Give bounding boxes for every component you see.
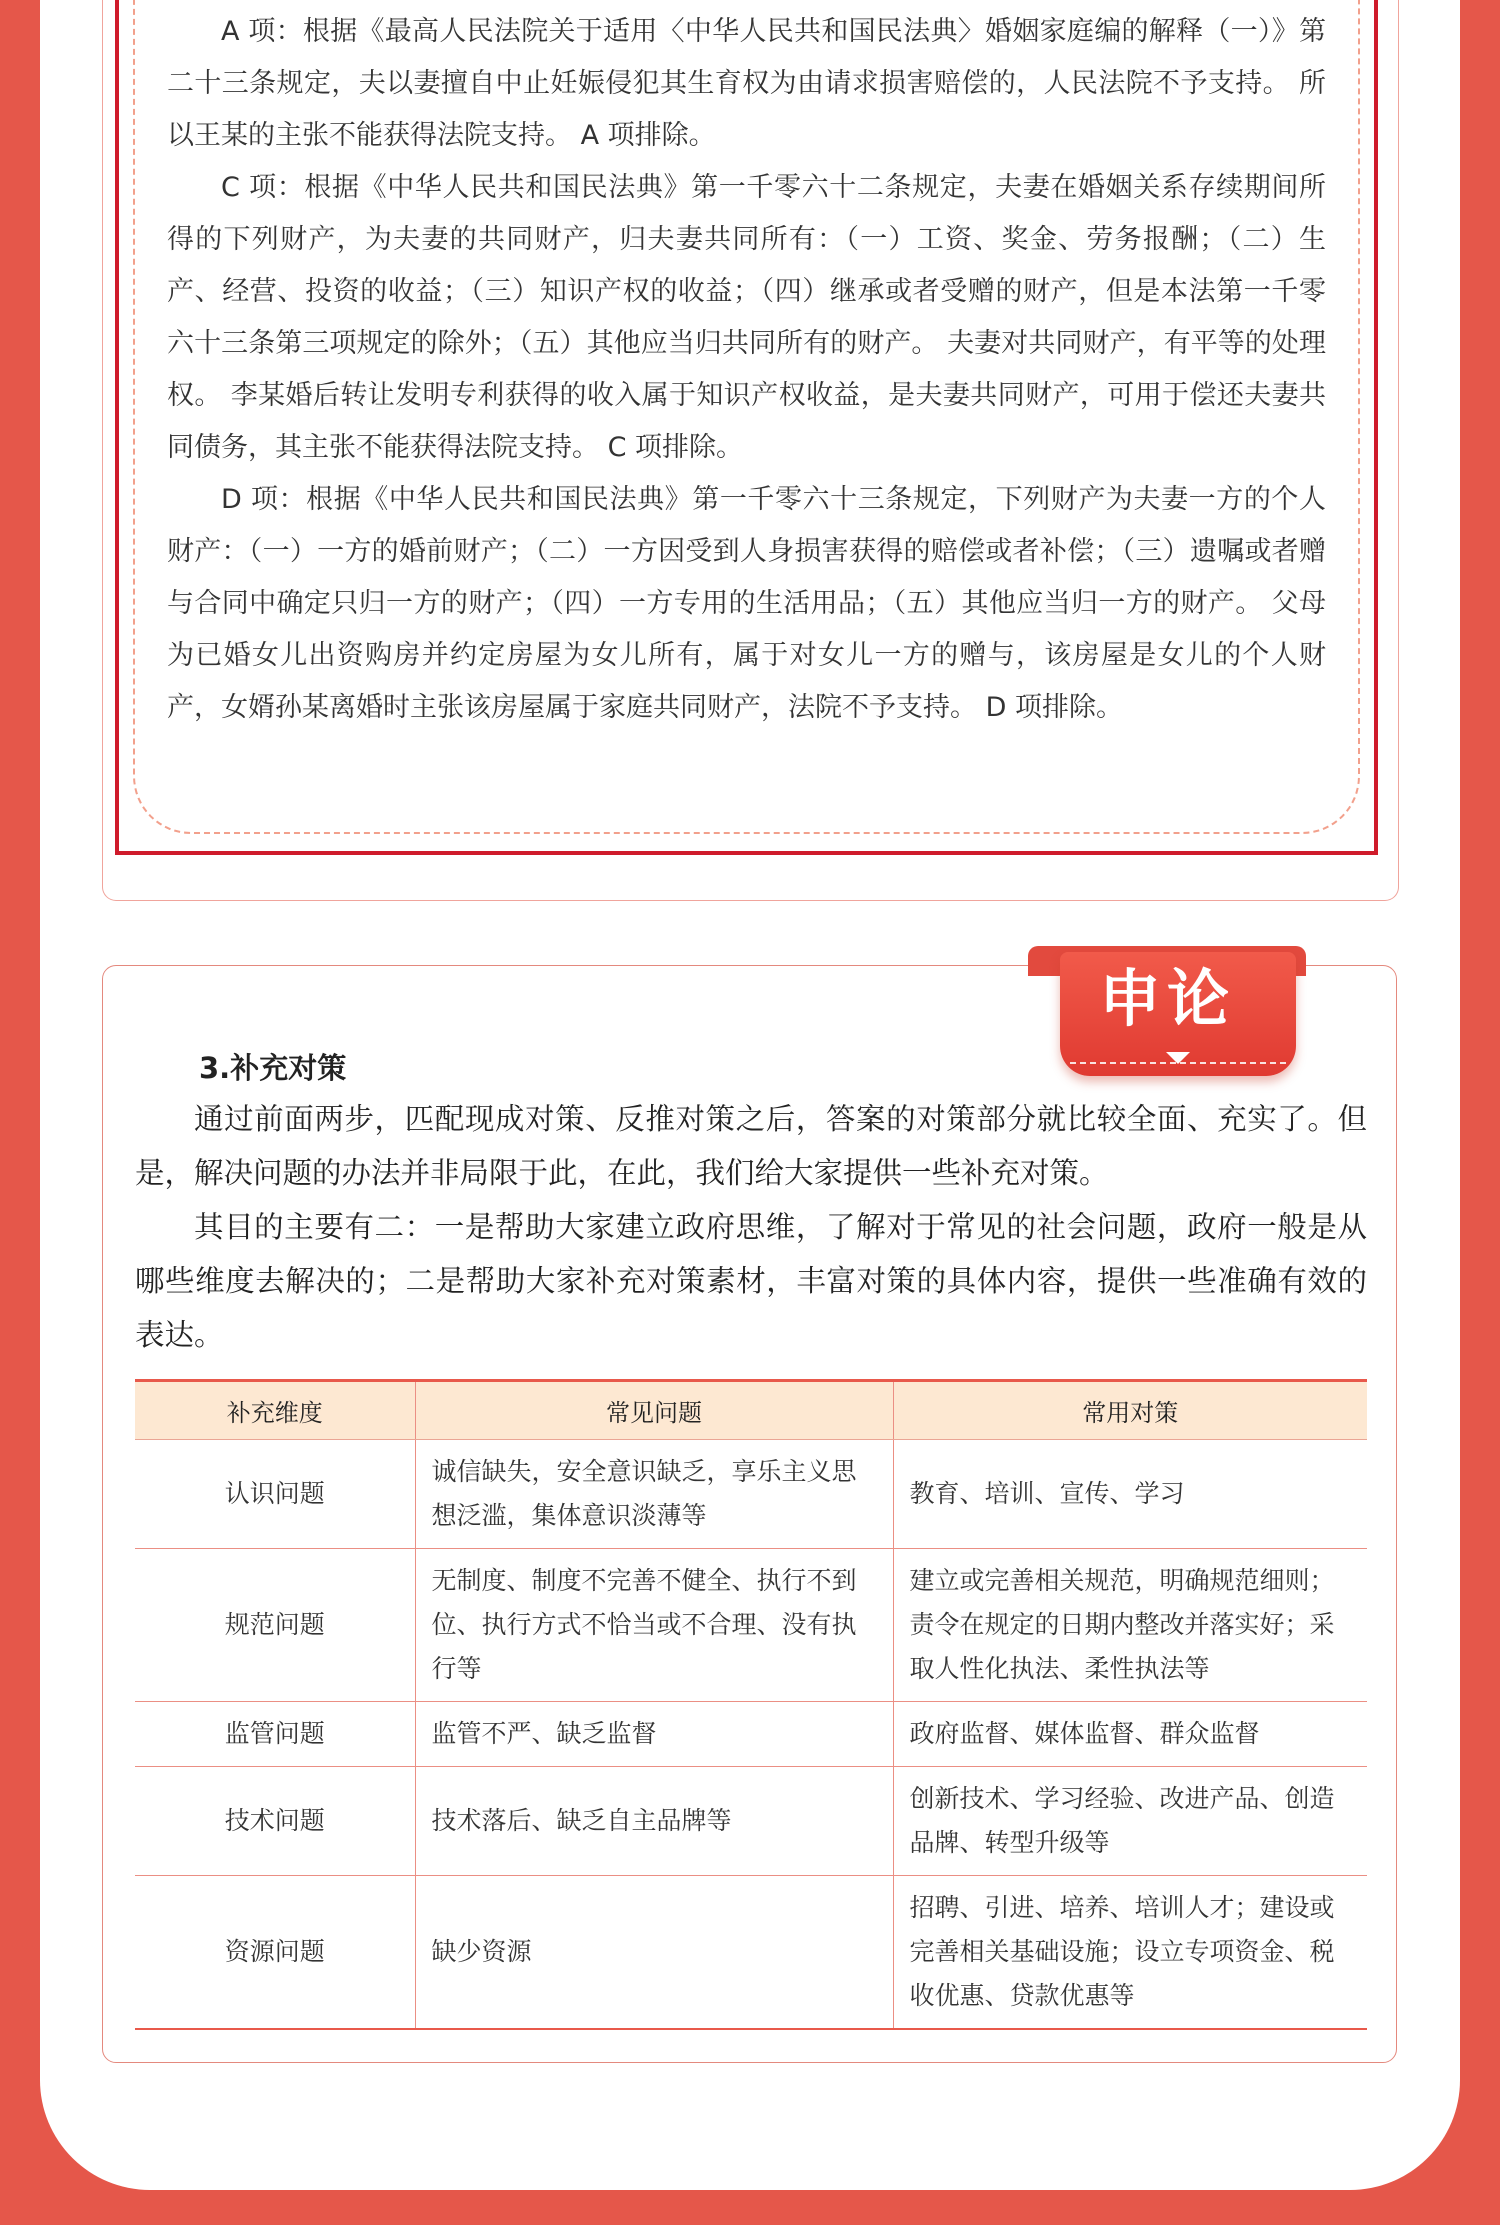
intro-paragraph-2: 其目的主要有二：一是帮助大家建立政府思维，了解对于常见的社会问题，政府一般是从哪些维度去解决的；二是帮助大家补充对策素材，丰富对策的具体内容，提供一些准确有效的表达。 (135, 1210, 1367, 1352)
table-row (135, 1440, 1367, 1549)
cell-dimension: 监管问题 (135, 1702, 415, 1767)
header-common-strategy: 常用对策 (893, 1381, 1367, 1440)
badge-label: 申论 (1098, 962, 1235, 1035)
header-dimension: 补充维度 (135, 1381, 415, 1440)
cell-dimension: 资源问题 (135, 1876, 415, 2030)
cell-problem: 无制度、制度不完善不健全、执行不到位、执行方式不恰当或不合理、没有执行等 (415, 1549, 893, 1702)
shenlun-panel (102, 962, 1397, 2063)
cell-problem: 监管不严、缺乏监督 (415, 1702, 893, 1767)
table-header-row (135, 1381, 1367, 1440)
cell-dimension: 认识问题 (135, 1440, 415, 1549)
table-row (135, 1767, 1367, 1876)
strategy-table (135, 1379, 1367, 2030)
cell-dimension: 规范问题 (135, 1549, 415, 1702)
table-row (135, 1702, 1367, 1767)
cell-dimension: 技术问题 (135, 1767, 415, 1876)
analysis-paragraph-a: A 项：根据《最高人民法院关于适用〈中华人民共和国民法典〉婚姻家庭编的解释（一）》第二十三条规定，夫以妻擅自中止妊娠侵犯其生育权为由请求损害赔偿的，人民法院不予支持。 所以王某的主张不能获得法院支持。 A 项排除。 (167, 16, 1326, 151)
cell-strategy: 招聘、引进、培养、培训人才；建设或完善相关基础设施；设立专项资金、税收优惠、贷款优惠等 (893, 1876, 1367, 2030)
cell-problem: 缺少资源 (415, 1876, 893, 2030)
cell-problem: 技术落后、缺乏自主品牌等 (415, 1767, 893, 1876)
analysis-paragraph-d: D 项：根据《中华人民共和国民法典》第一千零六十三条规定，下列财产为夫妻一方的个人财产：（一）一方的婚前财产；（二）一方因受到人身损害获得的赔偿或者补偿；（三）遗嘱或者赠与合同中确定只归一方的财产；（四）一方专用的生活用品；（五）其他应当归一方的财产。 父母为已婚女儿出资购房并约定房屋为女儿所有，属于对女儿一方的赠与，该房屋是女儿的个人财产，女婿孙某离婚时主张该房屋属于家庭共同财产，法院不予支持。 D 项排除。 (167, 484, 1326, 723)
intro-paragraph-1: 通过前面两步，匹配现成对策、反推对策之后，答案的对策部分就比较全面、充实了。但是，解决问题的办法并非局限于此，在此，我们给大家提供一些补充对策。 (135, 1102, 1367, 1190)
shenlun-badge (1038, 946, 1296, 1076)
cell-strategy: 创新技术、学习经验、改进产品、创造品牌、转型升级等 (893, 1767, 1367, 1876)
cell-strategy: 政府监督、媒体监督、群众监督 (893, 1702, 1367, 1767)
badge-notch (1166, 1052, 1190, 1064)
cell-strategy: 教育、培训、宣传、学习 (893, 1440, 1367, 1549)
table-row (135, 1876, 1367, 2030)
section-heading: 3.补充对策 (199, 1051, 347, 1085)
intro-text (135, 1092, 1367, 1362)
analysis-dashed-box (133, 0, 1360, 834)
analysis-red-frame (115, 0, 1378, 855)
page-sheet (40, 0, 1460, 2190)
cell-problem: 诚信缺失，安全意识缺乏，享乐主义思想泛滥，集体意识淡薄等 (415, 1440, 893, 1549)
table-row (135, 1549, 1367, 1702)
header-common-problem: 常见问题 (415, 1381, 893, 1440)
analysis-paragraph-c: C 项：根据《中华人民共和国民法典》第一千零六十二条规定，夫妻在婚姻关系存续期间所得的下列财产，为夫妻的共同财产，归夫妻共同所有：（一）工资、奖金、劳务报酬；（二）生产、经营、投资的收益；（三）知识产权的收益；（四）继承或者受赠的财产，但是本法第一千零六十三条第三项规定的除外；（五）其他应当归共同所有的财产。 夫妻对共同财产，有平等的处理权。 李某婚后转让发明专利获得的收入属于知识产权收益，是夫妻共同财产，可用于偿还夫妻共同债务，其主张不能获得法院支持。 C 项排除。 (167, 172, 1326, 463)
legal-analysis-panel (102, 0, 1399, 901)
cell-strategy: 建立或完善相关规范，明确规范细则；责令在规定的日期内整改并落实好；采取人性化执法、柔性执法等 (893, 1549, 1367, 1702)
